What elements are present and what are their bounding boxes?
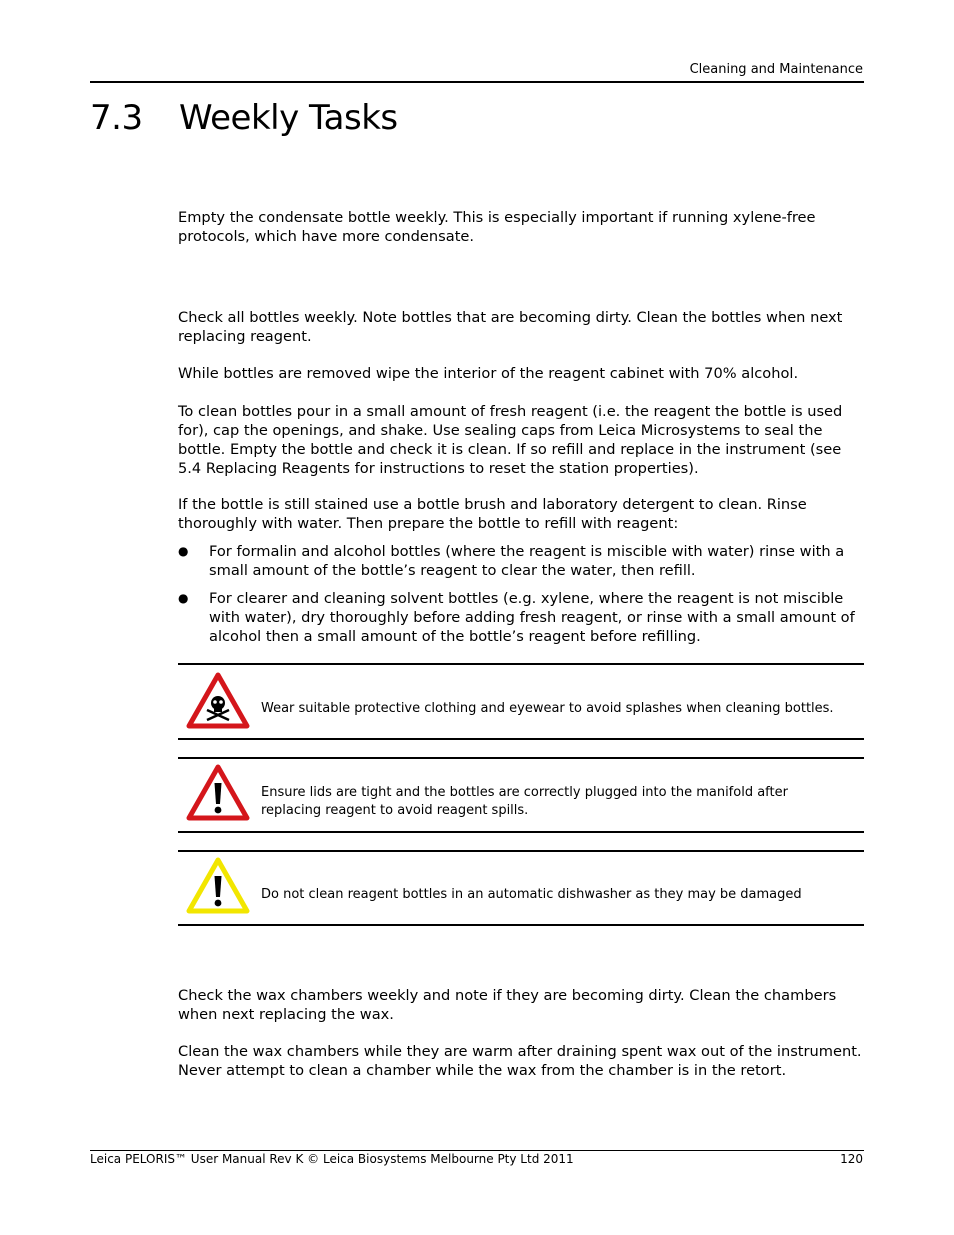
paragraph-check-bottles: Check all bottles weekly. Note bottles that are becoming dirty. Clean the bottles when next replacing reagent. [178, 309, 843, 345]
section-title: Weekly Tasks [179, 98, 398, 138]
footer-copyright: Leica PELORIS™ User Manual Rev K © Leica Biosystems Melbourne Pty Ltd 2011 [90, 1152, 574, 1166]
toxic-hazard-icon [186, 672, 250, 729]
footer-rule [90, 1150, 864, 1151]
paragraph-wipe-cabinet: While bottles are removed wipe the interior of the reagent cabinet with 70% alcohol. [178, 365, 799, 382]
notice-text: Do not clean reagent bottles in an automatic dishwasher as they may be damaged [261, 887, 802, 902]
section-number: 7.3 [90, 98, 143, 138]
notice-text: Wear suitable protective clothing and eyewear to avoid splashes when cleaning bottles. [261, 701, 834, 716]
list-item [178, 542, 868, 582]
bullet-text: For clearer and cleaning solvent bottles (e.g. xylene, where the reagent is not miscible with water), dry thoroughly before adding fresh reagent, or rinse with a small amount of alcohol then a small amount of the bottle’s reagent before refilling. [209, 590, 855, 645]
bullet-text: For formalin and alcohol bottles (where the reagent is miscible with water) rinse with a small amount of the bottle’s reagent to clear the water, then refill. [209, 543, 845, 579]
paragraph-condensate: Empty the condensate bottle weekly. This is especially important if running xylene-free protocols, which have more condensate. [178, 209, 816, 245]
notice-text: Ensure lids are tight and the bottles are correctly plugged into the manifold after replacing reagent to avoid reagent spills. [261, 785, 788, 818]
page-number: 120 [840, 1152, 863, 1166]
notice-bottom-rule [178, 924, 864, 926]
paragraph-wax-clean: Clean the wax chambers while they are warm after draining spent wax out of the instrument. Never attempt to clean a chamber while the wax from the chamber is in the retort. [178, 1043, 862, 1079]
paragraph-stained: If the bottle is still stained use a bottle brush and laboratory detergent to clean. Rinse thoroughly with water. Then prepare the bottle to refill with reagent: [178, 496, 807, 532]
list-item [178, 589, 868, 649]
running-header: Cleaning and Maintenance [689, 62, 863, 77]
bullet-marker: ● [178, 544, 189, 558]
bullet-marker: ● [178, 591, 189, 605]
warning-red-icon [186, 764, 250, 821]
notice-bottom-rule [178, 738, 864, 740]
notice-bottom-rule [178, 831, 864, 833]
paragraph-clean-bottles: To clean bottles pour in a small amount of fresh reagent (i.e. the reagent the bottle is used for), cap the openings, and shake. Use sealing caps from Leica Microsystems to seal the bottle. Empty the bottle and check it is clean. If so refill and replace in the instrument (see 5.4 Replacing Reagents for instructions to reset the station properties). [178, 403, 843, 477]
notice-top-rule [178, 757, 864, 759]
caution-yellow-icon [186, 857, 250, 914]
header-rule [90, 81, 864, 83]
paragraph-wax-check: Check the wax chambers weekly and note if they are becoming dirty. Clean the chambers when next replacing the wax. [178, 987, 837, 1023]
notice-top-rule [178, 850, 864, 852]
notice-top-rule [178, 663, 864, 665]
